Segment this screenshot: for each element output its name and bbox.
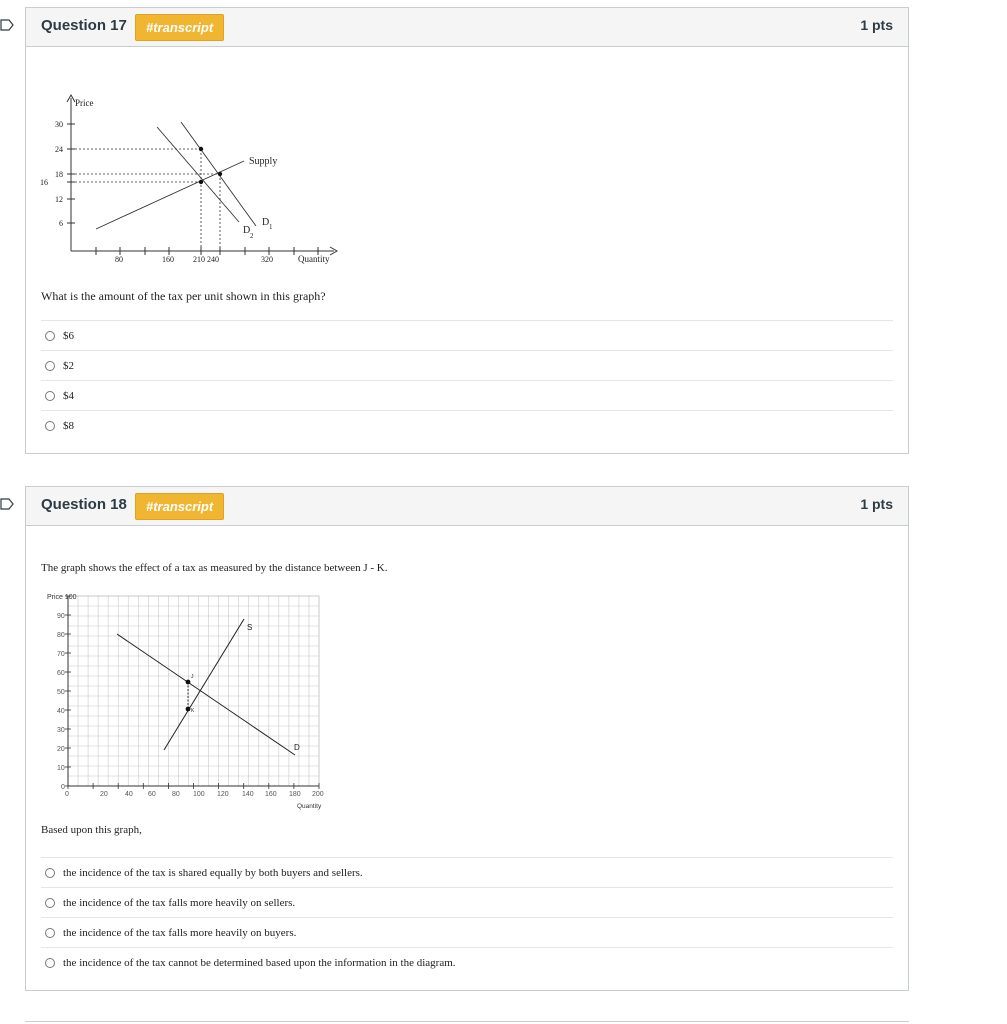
q18-xtick: 60 (148, 791, 156, 798)
answer-option[interactable] (41, 947, 893, 977)
question-17-answers (41, 320, 893, 440)
q18-y-label: Price 100 (47, 594, 77, 601)
q17-ytick: 30 (55, 120, 63, 129)
q17-y-label: Price (75, 98, 94, 108)
answer-label: the incidence of the tax falls more heavily on buyers. (63, 926, 297, 939)
radio-button[interactable] (45, 928, 55, 938)
question-18-intro: The graph shows the effect of a tax as measured by the distance between J - K. (41, 562, 388, 574)
q18-ytick: 20 (57, 746, 65, 753)
answer-option[interactable] (41, 917, 893, 947)
q18-xtick: 100 (193, 791, 205, 798)
radio-button[interactable] (45, 421, 55, 431)
answer-label: $4 (63, 389, 74, 402)
q17-ytick: 6 (59, 219, 63, 228)
question-18-answers (41, 857, 893, 977)
q18-xtick: 0 (65, 791, 69, 798)
q17-xtick: 320 (261, 255, 273, 264)
question-18-title: Question 18 (41, 496, 127, 513)
q18-k-label: K (191, 708, 195, 714)
q18-ytick: 10 (57, 765, 65, 772)
question-18-header (26, 487, 908, 526)
transcript-button[interactable]: #transcript (135, 14, 224, 41)
q17-ytick: 12 (55, 195, 63, 204)
q18-ytick: 80 (57, 632, 65, 639)
q17-point (199, 180, 203, 184)
q18-ytick: 70 (57, 651, 65, 658)
q18-demand-curve (117, 634, 295, 755)
q18-xtick: 120 (217, 791, 229, 798)
q18-ytick: 0 (61, 784, 65, 791)
question-18-text: Based upon this graph, (41, 824, 142, 836)
radio-button[interactable] (45, 958, 55, 968)
q17-supply-curve (96, 161, 244, 229)
q18-point-j (186, 680, 191, 685)
q18-plot-border (68, 596, 319, 786)
answer-label: $8 (63, 419, 74, 432)
q17-xtick: 210 240 (193, 255, 219, 264)
radio-button[interactable] (45, 898, 55, 908)
q17-xtick: 80 (115, 255, 123, 264)
q17-point (218, 172, 222, 176)
q17-d1-label: D (262, 217, 270, 228)
q18-xtick: 80 (172, 791, 180, 798)
transcript-button[interactable]: #transcript (135, 493, 224, 520)
q18-ytick: 30 (57, 727, 65, 734)
q18-ytick: 90 (57, 613, 65, 620)
page-divider (25, 1021, 909, 1022)
flag-icon[interactable] (0, 19, 14, 31)
q18-xtick: 40 (125, 791, 133, 798)
q18-j-label: J (191, 674, 194, 680)
q18-supply-curve (164, 619, 244, 750)
question-17-points: 1 pts (860, 17, 893, 33)
q17-demand-d2 (157, 127, 239, 222)
q17-xtick: 160 (162, 255, 174, 264)
answer-option[interactable] (41, 350, 893, 380)
q17-graph (26, 88, 356, 278)
answer-label: $6 (63, 329, 74, 342)
q17-supply-label: Supply (249, 156, 278, 167)
q18-d-label: D (294, 743, 300, 752)
answer-label: the incidence of the tax cannot be determined based upon the information in the diagram. (63, 956, 456, 969)
answer-option[interactable] (41, 857, 893, 887)
question-17-title: Question 17 (41, 17, 127, 34)
q18-ytick: 40 (57, 708, 65, 715)
answer-option[interactable] (41, 380, 893, 410)
q18-xtick: 200 (312, 791, 324, 798)
q18-s-label: S (247, 623, 253, 632)
q17-x-label: Quantity (298, 254, 330, 264)
answer-option[interactable] (41, 410, 893, 440)
answer-option[interactable] (41, 320, 893, 350)
radio-button[interactable] (45, 361, 55, 371)
question-18-card (25, 486, 909, 991)
radio-button[interactable] (45, 331, 55, 341)
q18-xtick: 140 (242, 791, 254, 798)
question-18-points: 1 pts (860, 496, 893, 512)
q18-x-label: Quantity (297, 803, 322, 810)
q17-point (199, 147, 203, 151)
q18-ytick: 60 (57, 670, 65, 677)
answer-label: the incidence of the tax falls more heavily on sellers. (63, 896, 296, 909)
q18-point-k (186, 707, 191, 712)
q18-tick-marks (65, 596, 319, 789)
question-17-header (26, 8, 908, 47)
q17-ytick: 24 (55, 145, 63, 154)
answer-option[interactable] (41, 887, 893, 917)
q17-d2-label: D (243, 225, 251, 236)
radio-button[interactable] (45, 391, 55, 401)
flag-icon[interactable] (0, 498, 14, 510)
radio-button[interactable] (45, 868, 55, 878)
q17-ytick: 16 (40, 178, 48, 187)
q18-xtick: 160 (265, 791, 277, 798)
q17-guides (71, 149, 220, 251)
q18-grid (68, 596, 319, 786)
question-17-card (25, 7, 909, 454)
q18-xtick: 20 (100, 791, 108, 798)
answer-label: $2 (63, 359, 74, 372)
q17-d1-sub: 1 (269, 223, 273, 231)
q18-xtick: 180 (289, 791, 301, 798)
q18-ytick: 50 (57, 689, 65, 696)
answer-label: the incidence of the tax is shared equally by both buyers and sellers. (63, 866, 363, 879)
q18-graph (26, 589, 346, 819)
question-17-text: What is the amount of the tax per unit shown in this graph? (41, 289, 326, 303)
q17-ytick: 18 (55, 170, 63, 179)
q17-d2-sub: 2 (250, 232, 254, 240)
